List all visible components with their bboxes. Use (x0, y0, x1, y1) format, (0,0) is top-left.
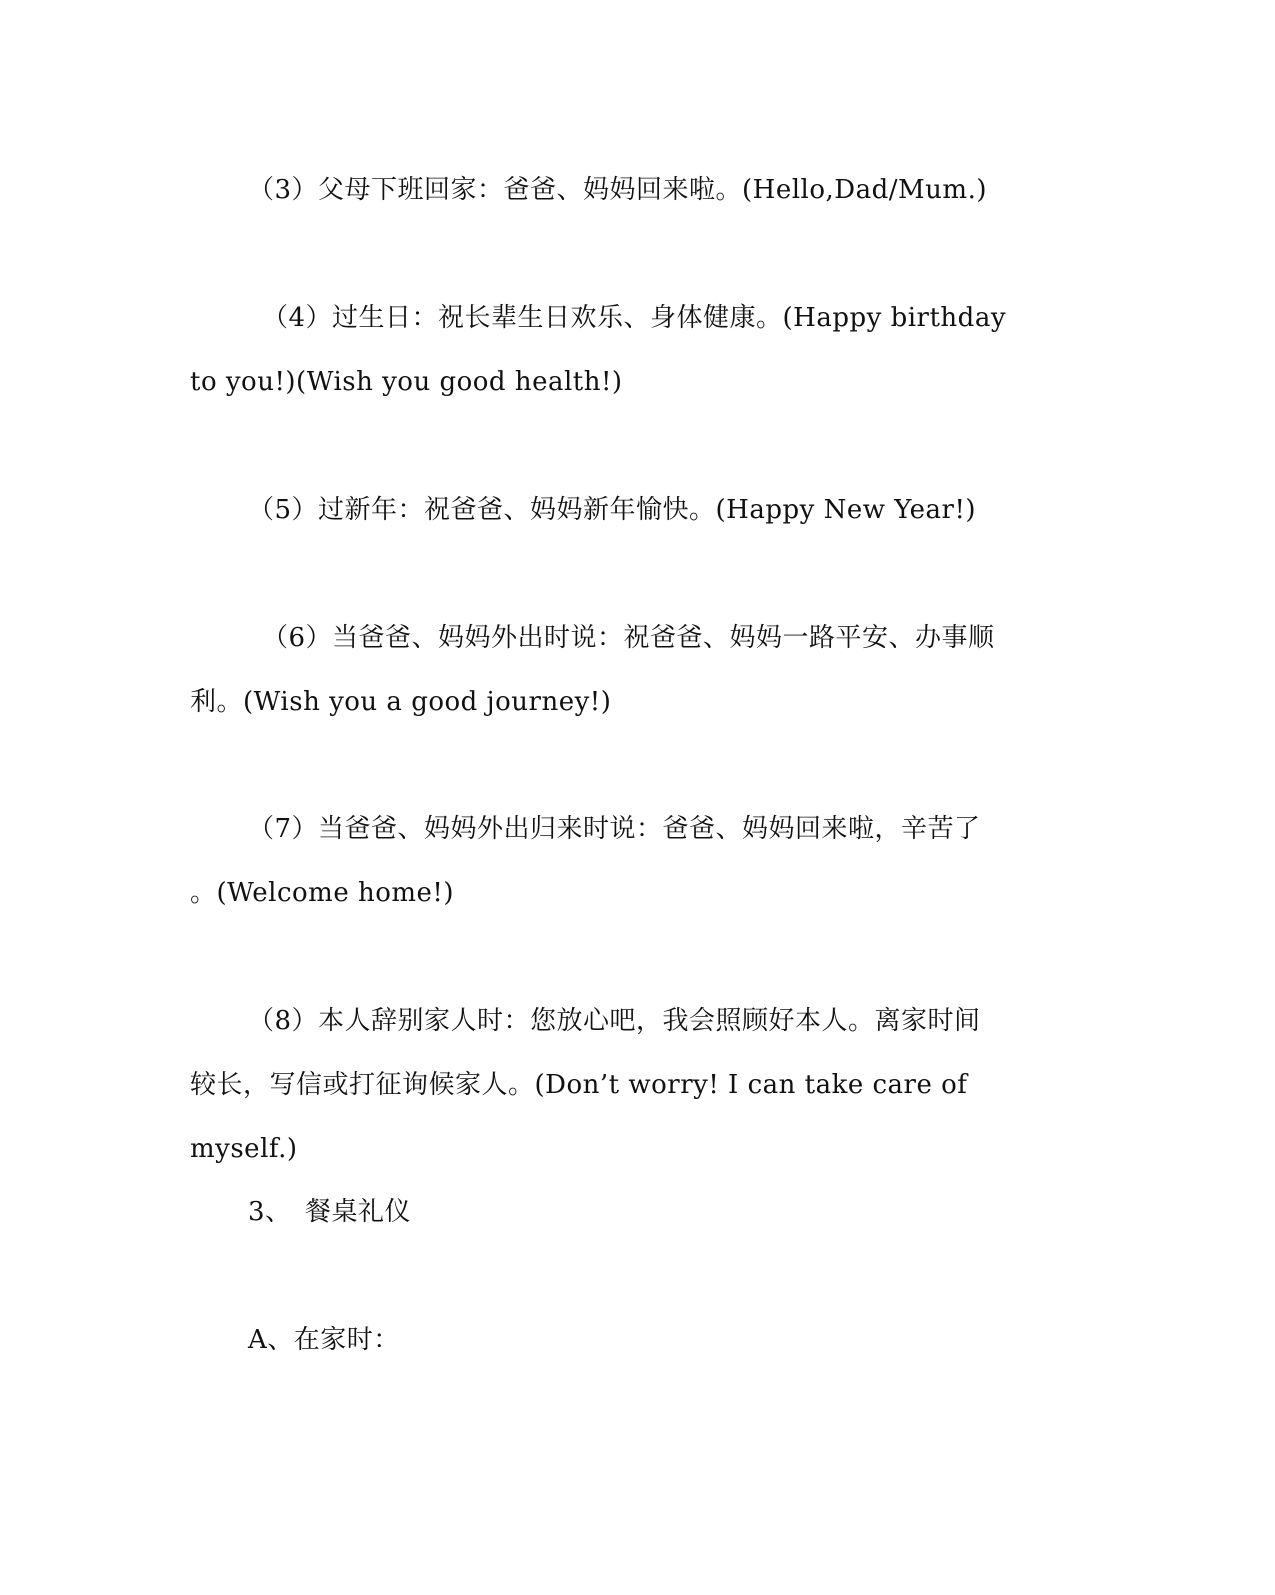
subsection-heading-a: A、在家时： (248, 1325, 400, 1355)
paragraph-7-line-2: 。(Welcome home!) (190, 878, 455, 908)
paragraph-8-line-2: 较长，写信或打征询候家人。(Don’t worry! I can take care of (190, 1070, 968, 1100)
paragraph-6-line-2: 利。(Wish you a good journey!) (190, 687, 612, 717)
paragraph-5-line-1: （5）过新年：祝爸爸、妈妈新年愉快。(Happy New Year!) (248, 495, 977, 525)
paragraph-8-line-3: myself.) (190, 1134, 298, 1164)
paragraph-6-line-1: （6）当爸爸、妈妈外出时说：祝爸爸、妈妈一路平安、办事顺 (262, 623, 995, 653)
paragraph-8-line-1: （8）本人辞别家人时：您放心吧，我会照顾好本人。离家时间 (248, 1006, 981, 1036)
paragraph-4-line-2: to you!)(Wish you good health!) (190, 367, 623, 397)
paragraph-7-line-1: （7）当爸爸、妈妈外出归来时说：爸爸、妈妈回来啦，辛苦了 (248, 814, 981, 844)
paragraph-4-line-1: （4）过生日：祝长辈生日欢乐、身体健康。(Happy birthday (262, 303, 1007, 333)
paragraph-3-line-1: （3）父母下班回家：爸爸、妈妈回来啦。(Hello,Dad/Mum.) (248, 175, 987, 205)
section-heading-3: 3、 餐桌礼仪 (248, 1197, 412, 1227)
